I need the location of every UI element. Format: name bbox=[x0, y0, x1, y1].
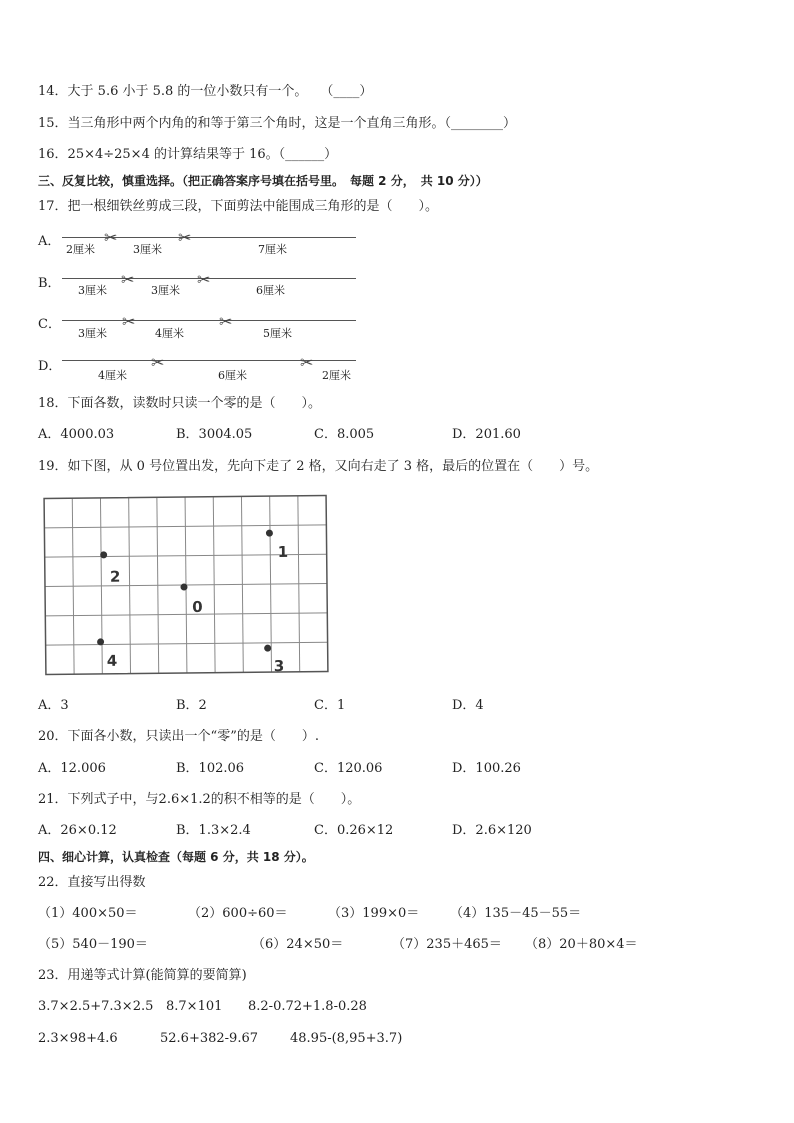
grid-point bbox=[264, 645, 271, 652]
grid-point bbox=[266, 530, 273, 537]
scissors-icon: ✂ bbox=[197, 270, 211, 289]
segment-label: 7厘米 bbox=[258, 243, 287, 256]
segment-label: 4厘米 bbox=[98, 369, 127, 382]
scissors-icon: ✂ bbox=[300, 353, 314, 372]
wire-line bbox=[62, 320, 356, 321]
option-letter: A． bbox=[38, 234, 61, 249]
q21-option: C．0.26×12 bbox=[314, 823, 394, 838]
question-22: 22．直接写出得数 bbox=[38, 875, 146, 890]
question-19: 19．如下图，从 0 号位置出发，先向下走了 2 格，又向右走了 3 格，最后的位置在（ ）号。 bbox=[38, 459, 599, 474]
q21-option: D．2.6×120 bbox=[452, 823, 532, 838]
q18-option: C．8.005 bbox=[314, 427, 375, 442]
q20-option: B．102.06 bbox=[176, 761, 245, 776]
segment-label: 2厘米 bbox=[66, 243, 95, 256]
calc-item: （8）20＋80×4＝ bbox=[525, 937, 638, 952]
question-20: 20．下面各小数，只读出一个“零”的是（ ）. bbox=[38, 729, 319, 744]
segment-label: 5厘米 bbox=[263, 327, 292, 340]
segment-label: 3厘米 bbox=[78, 327, 107, 340]
q19-option: C．1 bbox=[314, 698, 346, 713]
grid-label: 0 bbox=[192, 597, 203, 616]
question-17: 17．把一根细铁丝剪成三段，下面剪法中能围成三角形的是（ ）。 bbox=[38, 199, 439, 214]
calc-item: （3）199×0＝ bbox=[328, 906, 420, 921]
scissors-icon: ✂ bbox=[219, 312, 233, 331]
calc-expression: 8.7×101 bbox=[166, 999, 223, 1014]
grid-label: 4 bbox=[106, 651, 118, 670]
q19-option: B．2 bbox=[176, 698, 207, 713]
segment-label: 6厘米 bbox=[256, 284, 285, 297]
segment-label: 2厘米 bbox=[322, 369, 351, 382]
calc-item: （7）235＋465＝ bbox=[392, 937, 502, 952]
q18-option: A．4000.03 bbox=[38, 427, 115, 442]
position-grid bbox=[42, 494, 332, 678]
q18-option: D．201.60 bbox=[452, 427, 521, 442]
q19-option: D．4 bbox=[452, 698, 484, 713]
grid-label: 1 bbox=[277, 542, 289, 562]
q20-option: C．120.06 bbox=[314, 761, 383, 776]
grid-label: 3 bbox=[273, 656, 285, 676]
calc-expression: 3.7×2.5+7.3×2.5 bbox=[38, 999, 154, 1014]
calc-item: （1）400×50＝ bbox=[38, 906, 138, 921]
question-16: 16．25×4÷25×4 的计算结果等于 16。（______） bbox=[38, 147, 338, 162]
q20-option: D．100.26 bbox=[452, 761, 521, 776]
scissors-icon: ✂ bbox=[178, 228, 192, 247]
q19-option: A．3 bbox=[38, 698, 69, 713]
calc-item: （2）600÷60＝ bbox=[188, 906, 288, 921]
q21-option: B．1.3×2.4 bbox=[176, 823, 251, 838]
q21-option: A．26×0.12 bbox=[38, 823, 117, 838]
question-14: 14．大于 5.6 小于 5.8 的一位小数只有一个。 （____） bbox=[38, 84, 373, 99]
q18-option: B．3004.05 bbox=[176, 427, 253, 442]
question-18: 18．下面各数，读数时只读一个零的是（ ）。 bbox=[38, 396, 322, 411]
calc-item: （4）135－45－55＝ bbox=[450, 906, 582, 921]
segment-label: 3厘米 bbox=[151, 284, 180, 297]
option-letter: D． bbox=[38, 359, 62, 374]
option-letter: C． bbox=[38, 317, 61, 332]
segment-label: 3厘米 bbox=[133, 243, 162, 256]
section-3-heading: 三、反复比较，慎重选择。（把正确答案序号填在括号里。 每题 2 分， 共 10 分）） bbox=[38, 174, 488, 188]
segment-label: 4厘米 bbox=[155, 327, 184, 340]
scissors-icon: ✂ bbox=[104, 228, 118, 247]
calc-expression: 2.3×98+4.6 bbox=[38, 1031, 118, 1046]
question-21: 21．下列式子中，与2.6×1.2的积不相等的是（ ）。 bbox=[38, 792, 361, 807]
scissors-icon: ✂ bbox=[122, 312, 136, 331]
segment-label: 3厘米 bbox=[78, 284, 107, 297]
grid-label: 2 bbox=[109, 567, 121, 586]
calc-expression: 8.2-0.72+1.8-0.28 bbox=[248, 999, 367, 1014]
question-23: 23．用递等式计算(能简算的要简算) bbox=[38, 968, 247, 983]
calc-item: （6）24×50＝ bbox=[252, 937, 344, 952]
option-letter: B． bbox=[38, 276, 61, 291]
segment-label: 6厘米 bbox=[218, 369, 247, 382]
section-4-heading: 四、细心计算，认真检查（每题 6 分，共 18 分）。 bbox=[38, 850, 314, 864]
question-15: 15．当三角形中两个内角的和等于第三个角时，这是一个直角三角形。（________） bbox=[38, 116, 517, 131]
calc-item: （5）540－190＝ bbox=[38, 937, 148, 952]
scissors-icon: ✂ bbox=[151, 353, 165, 372]
scissors-icon: ✂ bbox=[121, 270, 135, 289]
calc-expression: 48.95-(8,95+3.7) bbox=[290, 1031, 403, 1046]
q20-option: A．12.006 bbox=[38, 761, 106, 776]
calc-expression: 52.6+382-9.67 bbox=[160, 1031, 258, 1046]
